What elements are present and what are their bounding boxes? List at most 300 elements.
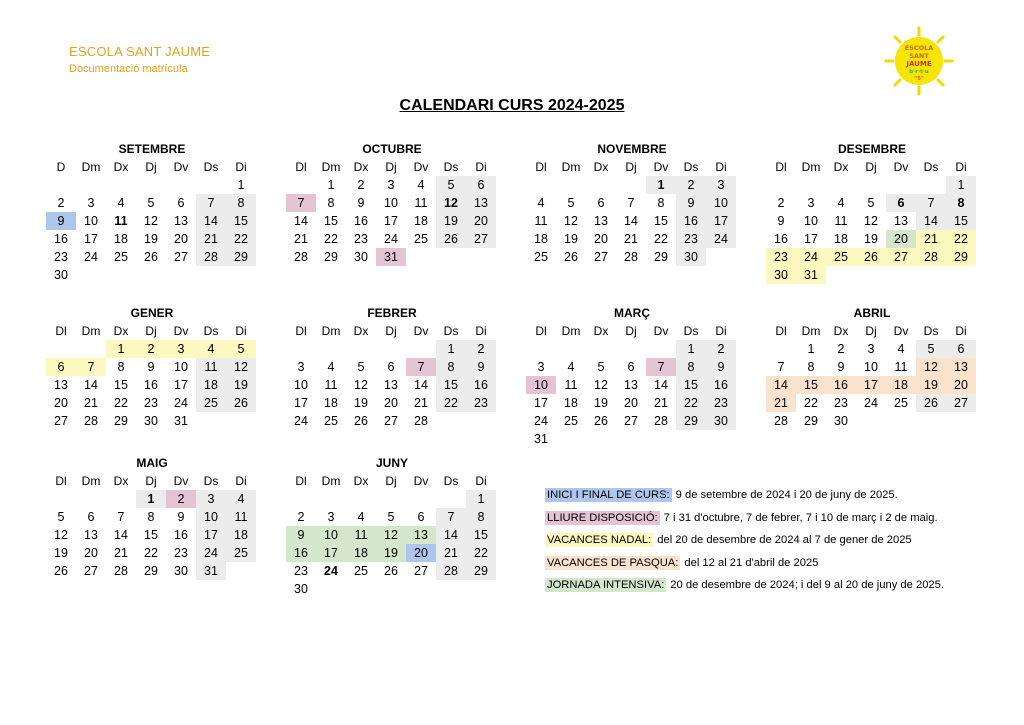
empty-cell [286, 340, 316, 358]
weekday-label: Dv [413, 474, 429, 488]
weekday-label: Dl [295, 474, 307, 488]
day-cell: 7 [916, 194, 946, 212]
empty-cell [376, 340, 406, 358]
day-cell: 10 [84, 214, 98, 228]
day-cell: 7 [436, 508, 466, 526]
day-cell: 13 [54, 378, 68, 392]
day-cell: 31 [174, 414, 188, 428]
weekday-label: Ds [683, 324, 699, 338]
weekday-label: Dx [833, 160, 849, 174]
day-cell: 3 [387, 178, 395, 192]
legend-text: 7 i 31 d'octubre, 7 de febrer, 7 i 10 de març i 2 de maig. [663, 511, 938, 524]
day-cell: 4 [327, 360, 335, 374]
weekday-label: Di [955, 160, 967, 174]
day-cell: 9 [286, 526, 316, 544]
day-cell: 15 [436, 376, 466, 394]
day-cell: 7 [646, 358, 676, 376]
weekday-label: Dx [113, 160, 129, 174]
legend-text: 20 de desembre de 2024; i del 9 al 20 de juny de 2025. [670, 579, 944, 592]
weekday-header [286, 472, 498, 490]
empty-cell [766, 176, 796, 194]
day-cell: 5 [867, 196, 875, 210]
weekday-label: Dl [55, 324, 67, 338]
day-cell: 22 [676, 394, 706, 412]
empty-cell [316, 340, 346, 358]
day-grid [46, 176, 258, 284]
legend-key: VACANCES DE PASQUA: [547, 556, 679, 569]
day-cell: 7 [117, 510, 125, 524]
day-cell: 1 [676, 340, 706, 358]
empty-cell [136, 176, 166, 194]
day-cell: 5 [57, 510, 65, 524]
day-cell: 9 [837, 360, 845, 374]
day-cell: 18 [834, 232, 848, 246]
day-cell: 1 [237, 178, 245, 192]
day-cell: 8 [147, 510, 155, 524]
day-cell: 12 [594, 378, 608, 392]
day-cell: 23 [174, 546, 188, 560]
day-cell: 15 [676, 376, 706, 394]
day-cell: 2 [706, 340, 736, 358]
day-cell: 21 [916, 230, 946, 248]
day-cell: 14 [624, 214, 638, 228]
month-name: ABRIL [853, 306, 891, 320]
empty-cell [616, 340, 646, 358]
day-cell: 14 [196, 212, 226, 230]
day-cell: 4 [897, 342, 905, 356]
day-cell: 24 [84, 250, 98, 264]
month-name: OCTUBRE [362, 142, 422, 156]
day-cell: 6 [46, 358, 76, 376]
day-cell: 3 [166, 340, 196, 358]
day-cell: 29 [804, 414, 818, 428]
day-cell: 2 [777, 196, 785, 210]
day-cell: 20 [406, 544, 436, 562]
day-cell: 23 [706, 394, 736, 412]
legend-text: del 20 de desembre de 2024 al 7 de gener de 2025 [657, 534, 912, 547]
empty-cell [286, 490, 316, 508]
legend [545, 484, 944, 597]
day-cell: 27 [886, 248, 916, 266]
weekday-label: Di [235, 474, 247, 488]
month-maig [46, 455, 258, 580]
legend-key: INICI I FINAL DE CURS: [547, 489, 670, 502]
day-cell: 4 [417, 178, 425, 192]
weekday-label: Dl [535, 160, 547, 174]
month-name: JUNY [375, 456, 408, 470]
weekday-label: Dj [385, 160, 397, 174]
weekday-label: Dj [145, 160, 157, 174]
weekday-label: Dj [145, 474, 157, 488]
day-cell: 18 [564, 396, 578, 410]
empty-cell [856, 176, 886, 194]
day-cell: 10 [384, 196, 398, 210]
day-cell: 1 [807, 342, 815, 356]
day-cell: 16 [466, 376, 496, 394]
day-cell: 4 [196, 340, 226, 358]
day-cell: 18 [324, 396, 338, 410]
day-grid [46, 340, 258, 430]
day-grid [286, 176, 498, 266]
day-cell: 27 [624, 414, 638, 428]
logo-text-1: ESCOLA [904, 44, 934, 52]
day-cell: 31 [376, 248, 406, 266]
weekday-label: Di [475, 160, 487, 174]
day-cell: 9 [357, 196, 365, 210]
month-setembre [46, 141, 258, 284]
day-cell: 8 [327, 196, 335, 210]
day-cell: 3 [867, 342, 875, 356]
day-grid [46, 490, 258, 580]
month-name: SETEMBRE [118, 142, 186, 156]
weekday-label: Di [715, 160, 727, 174]
empty-cell [586, 340, 616, 358]
day-cell: 25 [114, 250, 128, 264]
day-cell: 19 [354, 396, 368, 410]
empty-cell [46, 490, 76, 508]
weekday-label: Dm [81, 324, 101, 338]
day-cell: 19 [436, 212, 466, 230]
day-cell: 17 [294, 396, 308, 410]
day-cell: 10 [294, 378, 308, 392]
day-cell: 19 [54, 546, 68, 560]
legend-item-free-days [545, 507, 944, 530]
day-cell: 8 [117, 360, 125, 374]
weekday-label: Dm [801, 160, 821, 174]
empty-cell [526, 340, 556, 358]
day-cell: 11 [414, 196, 428, 210]
day-cell: 26 [916, 394, 946, 412]
weekday-label: Dm [561, 160, 581, 174]
day-cell: 8 [946, 194, 976, 212]
day-cell: 27 [84, 564, 98, 578]
empty-cell [886, 176, 916, 194]
logo-text-5: "5" [914, 76, 924, 82]
day-cell: 12 [226, 358, 256, 376]
empty-cell [196, 176, 226, 194]
day-cell: 18 [226, 526, 256, 544]
day-cell: 10 [316, 526, 346, 544]
day-cell: 24 [196, 544, 226, 562]
day-cell: 9 [466, 358, 496, 376]
weekday-label: Dl [535, 324, 547, 338]
weekday-label: Dl [775, 324, 787, 338]
day-cell: 12 [436, 194, 466, 212]
day-cell: 16 [706, 376, 736, 394]
day-cell: 4 [357, 510, 365, 524]
legend-key: JORNADA INTENSIVA: [547, 579, 665, 592]
day-cell: 6 [387, 360, 395, 374]
day-cell: 15 [144, 528, 158, 542]
weekday-label: Dv [413, 160, 429, 174]
day-cell: 22 [946, 230, 976, 248]
day-cell: 22 [226, 230, 256, 248]
day-cell: 9 [177, 510, 185, 524]
day-cell: 20 [946, 376, 976, 394]
day-cell: 3 [87, 196, 95, 210]
logo-text-4: b·r·t·u [909, 69, 929, 75]
weekday-label: Dl [55, 474, 67, 488]
day-cell: 4 [226, 490, 256, 508]
weekday-header [46, 472, 258, 490]
weekday-label: Dl [295, 160, 307, 174]
day-cell: 5 [567, 196, 575, 210]
day-cell: 12 [916, 358, 946, 376]
month-novembre [526, 141, 738, 266]
day-cell: 13 [384, 378, 398, 392]
day-cell: 12 [376, 526, 406, 544]
empty-cell [316, 490, 346, 508]
day-grid [286, 490, 498, 598]
empty-cell [646, 340, 676, 358]
day-cell: 18 [346, 544, 376, 562]
weekday-label: Dm [81, 474, 101, 488]
day-cell: 24 [294, 414, 308, 428]
day-cell: 1 [436, 340, 466, 358]
day-cell: 24 [706, 230, 736, 248]
day-cell: 4 [117, 196, 125, 210]
day-cell: 1 [327, 178, 335, 192]
weekday-label: Ds [923, 324, 939, 338]
weekday-label: Dj [385, 324, 397, 338]
empty-cell [46, 340, 76, 358]
day-cell: 26 [354, 414, 368, 428]
day-cell: 7 [406, 358, 436, 376]
day-cell: 26 [226, 394, 256, 412]
day-cell: 19 [564, 232, 578, 246]
day-cell: 31 [196, 562, 226, 580]
weekday-label: Dj [145, 324, 157, 338]
month-name: NOVEMBRE [597, 142, 667, 156]
day-cell: 23 [294, 564, 308, 578]
day-cell: 23 [466, 394, 496, 412]
day-cell: 6 [946, 340, 976, 358]
day-cell: 9 [46, 212, 76, 230]
day-cell: 26 [384, 564, 398, 578]
day-cell: 2 [136, 340, 166, 358]
day-cell: 13 [406, 526, 436, 544]
empty-cell [406, 490, 436, 508]
day-cell: 17 [534, 396, 548, 410]
empty-cell [616, 176, 646, 194]
weekday-label: Ds [203, 160, 219, 174]
weekday-label: Ds [683, 160, 699, 174]
day-cell: 29 [466, 562, 496, 580]
weekday-label: Di [475, 324, 487, 338]
empty-cell [556, 176, 586, 194]
day-cell: 27 [946, 394, 976, 412]
day-cell: 23 [676, 230, 706, 248]
day-cell: 21 [294, 232, 308, 246]
weekday-header [46, 322, 258, 340]
weekday-label: Dx [353, 474, 369, 488]
day-cell: 4 [837, 196, 845, 210]
day-cell: 9 [706, 358, 736, 376]
day-grid [766, 340, 978, 430]
day-cell: 9 [676, 194, 706, 212]
day-cell: 5 [436, 176, 466, 194]
day-cell: 30 [706, 412, 736, 430]
day-cell: 8 [657, 196, 665, 210]
empty-cell [826, 176, 856, 194]
month-gener [46, 305, 258, 430]
weekday-label: Dm [321, 474, 341, 488]
legend-text: del 12 al 21 d'abril de 2025 [684, 556, 819, 569]
day-cell: 27 [54, 414, 68, 428]
day-cell: 24 [864, 396, 878, 410]
school-logo-icon [884, 26, 954, 96]
day-cell: 16 [144, 378, 158, 392]
day-cell: 6 [177, 196, 185, 210]
month-name: GENER [130, 306, 174, 320]
day-cell: 25 [226, 544, 256, 562]
legend-item-christmas [545, 529, 944, 552]
weekday-label: Dx [353, 160, 369, 174]
day-cell: 12 [864, 214, 878, 228]
page-title: CALENDARI CURS 2024-2025 [399, 97, 625, 114]
day-cell: 19 [226, 376, 256, 394]
day-cell: 1 [646, 176, 676, 194]
day-cell: 9 [777, 214, 785, 228]
day-cell: 13 [466, 194, 496, 212]
day-cell: 9 [147, 360, 155, 374]
day-cell: 27 [414, 564, 428, 578]
weekday-label: Dj [865, 324, 877, 338]
day-cell: 14 [84, 378, 98, 392]
day-cell: 30 [174, 564, 188, 578]
day-cell: 17 [196, 526, 226, 544]
school-name: ESCOLA SANT JAUME [69, 44, 211, 59]
weekday-label: Dx [833, 324, 849, 338]
day-cell: 22 [654, 232, 668, 246]
weekday-label: Dv [653, 160, 669, 174]
day-cell: 1 [106, 340, 136, 358]
day-cell: 22 [804, 396, 818, 410]
weekday-label: Ds [923, 160, 939, 174]
empty-cell [286, 176, 316, 194]
day-cell: 25 [196, 394, 226, 412]
day-cell: 24 [534, 414, 548, 428]
day-cell: 15 [226, 212, 256, 230]
day-cell: 30 [294, 582, 308, 596]
empty-cell [166, 176, 196, 194]
empty-cell [76, 176, 106, 194]
day-cell: 5 [147, 196, 155, 210]
day-cell: 24 [384, 232, 398, 246]
day-grid [286, 340, 498, 430]
legend-key: LLIURE DISPOSICIÓ: [547, 511, 658, 524]
weekday-label: Ds [203, 474, 219, 488]
empty-cell [436, 490, 466, 508]
day-grid [526, 176, 738, 266]
day-cell: 14 [114, 528, 128, 542]
day-cell: 30 [766, 266, 796, 284]
day-cell: 25 [324, 414, 338, 428]
day-cell: 25 [564, 414, 578, 428]
weekday-label: Di [715, 324, 727, 338]
day-cell: 14 [916, 212, 946, 230]
weekday-label: Ds [203, 324, 219, 338]
weekday-label: Dx [113, 324, 129, 338]
day-cell: 29 [114, 414, 128, 428]
day-cell: 5 [226, 340, 256, 358]
day-cell: 1 [136, 490, 166, 508]
day-cell: 21 [624, 232, 638, 246]
day-cell: 8 [676, 358, 706, 376]
empty-cell [76, 490, 106, 508]
day-cell: 28 [436, 562, 466, 580]
weekday-label: Dv [893, 160, 909, 174]
day-cell: 29 [654, 250, 668, 264]
month-marc [526, 305, 738, 448]
weekday-label: Dl [775, 160, 787, 174]
day-cell: 17 [174, 378, 188, 392]
weekday-label: Dx [593, 160, 609, 174]
day-cell: 27 [466, 230, 496, 248]
empty-cell [46, 176, 76, 194]
day-cell: 18 [114, 232, 128, 246]
month-febrer [286, 305, 498, 430]
day-cell: 7 [286, 194, 316, 212]
weekday-label: Di [955, 324, 967, 338]
day-cell: 21 [196, 230, 226, 248]
day-cell: 20 [174, 232, 188, 246]
day-cell: 23 [54, 250, 68, 264]
month-name: MARÇ [614, 306, 650, 320]
day-cell: 27 [594, 250, 608, 264]
day-cell: 11 [346, 526, 376, 544]
empty-cell [796, 176, 826, 194]
day-cell: 28 [654, 414, 668, 428]
legend-item-start-end [545, 484, 944, 507]
day-grid [766, 176, 978, 284]
weekday-header [766, 158, 978, 176]
month-name: FEBRER [367, 306, 417, 320]
legend-text: 9 de setembre de 2024 i 20 de juny de 2025. [675, 489, 898, 502]
school-header [69, 44, 210, 75]
day-cell: 3 [297, 360, 305, 374]
day-cell: 20 [54, 396, 68, 410]
day-cell: 2 [297, 510, 305, 524]
day-cell: 21 [414, 396, 428, 410]
day-cell: 29 [226, 248, 256, 266]
day-cell: 6 [417, 510, 425, 524]
day-cell: 26 [436, 230, 466, 248]
day-cell: 3 [706, 176, 736, 194]
weekday-label: D [56, 160, 66, 174]
weekday-label: Dl [295, 324, 307, 338]
weekday-label: Ds [443, 160, 459, 174]
day-cell: 3 [807, 196, 815, 210]
day-cell: 13 [946, 358, 976, 376]
day-cell: 15 [796, 376, 826, 394]
day-cell: 20 [624, 396, 638, 410]
day-cell: 31 [534, 432, 548, 446]
day-cell: 10 [864, 360, 878, 374]
empty-cell [106, 490, 136, 508]
weekday-label: Dx [113, 474, 129, 488]
month-abril [766, 305, 978, 430]
day-cell: 16 [354, 214, 368, 228]
month-name: DESEMBRE [837, 142, 906, 156]
day-cell: 28 [84, 414, 98, 428]
day-cell: 28 [624, 250, 638, 264]
day-cell: 11 [564, 378, 578, 392]
day-cell: 21 [436, 544, 466, 562]
logo-text-3: JAUME [906, 60, 932, 68]
weekday-label: Dx [593, 324, 609, 338]
legend-item-easter [545, 552, 944, 575]
